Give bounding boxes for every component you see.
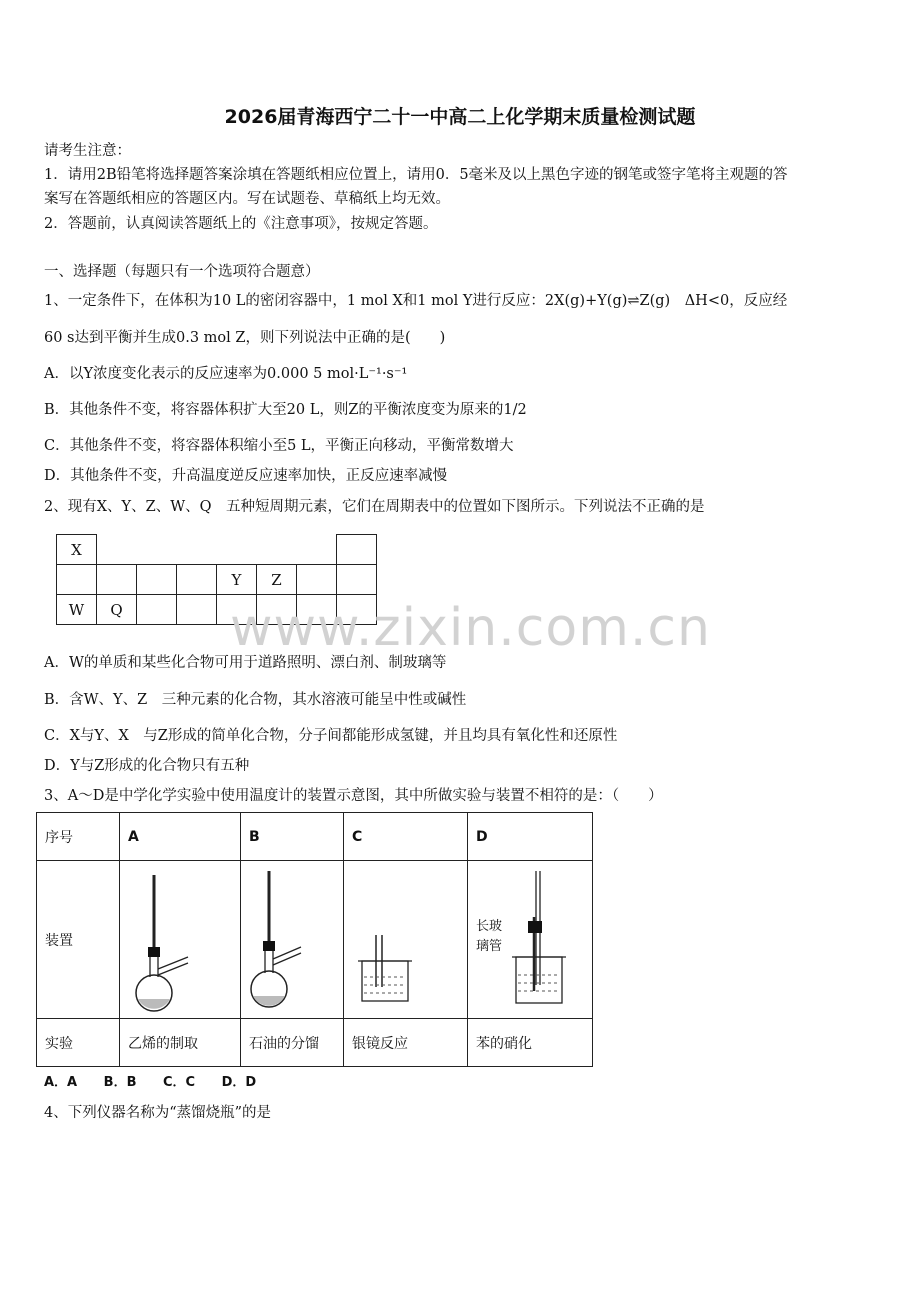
header-b: B: [241, 813, 344, 861]
header-index: 序号: [37, 813, 120, 861]
q1-option-d: D．其他条件不变，升高温度逆反应速率加快，正反应速率减慢: [44, 468, 448, 484]
experiment-c: 银镜反应: [344, 1019, 468, 1067]
q3-option-c: C．C: [163, 1075, 196, 1090]
q3-option-d: D．D: [221, 1075, 257, 1090]
cell-y: Y: [217, 565, 257, 595]
notice-heading: 请考生注意：: [44, 143, 131, 159]
experiment-a: 乙烯的制取: [120, 1019, 241, 1067]
notice-item-1a: 1．请用2B铅笔将选择题答案涂填在答题纸相应位置上，请用0．5毫米及以上黑色字迹的钢笔或签字笔将主观题的答: [44, 167, 788, 183]
row-experiment-label: 实验: [37, 1019, 120, 1067]
page-title: 2026届青海西宁二十一中高二上化学期末质量检测试题: [224, 106, 696, 128]
q2-option-a: A．W的单质和某些化合物可用于道路照明、漂白剂、制玻璃等: [44, 655, 447, 671]
q2-option-b: B．含W、Y、Z 三种元素的化合物，其水溶液可能呈中性或碱性: [44, 692, 467, 708]
watermark: www.zixin.com.cn: [230, 598, 711, 658]
d-label-line1: 长玻: [476, 919, 503, 934]
q3-stem: 3、A～D是中学化学实验中使用温度计的装置示意图，其中所做实验与装置不相符的是：（ ）: [44, 788, 663, 804]
q2-stem: 2、现有X、Y、Z、W、Q 五种短周期元素，它们在周期表中的位置如下图所示。下列说法不正确的是: [44, 499, 705, 515]
q4-stem: 4、下列仪器名称为“蒸馏烧瓶”的是: [44, 1105, 272, 1121]
notice-item-1b: 案写在答题纸相应的答题区内。写在试题卷、草稿纸上均无效。: [44, 191, 450, 207]
apparatus-a: [120, 861, 241, 1019]
cell-x: X: [57, 535, 97, 565]
q1-stem-b: 60 s达到平衡并生成0.3 mol Z，则下列说法中正确的是( ): [44, 330, 446, 346]
experiment-b: 石油的分馏: [241, 1019, 344, 1067]
cell-q: Q: [97, 595, 137, 625]
section-heading: 一、选择题（每题只有一个选项符合题意）: [44, 264, 320, 280]
apparatus-d: [468, 861, 593, 1019]
q1-option-b: B．其他条件不变，将容器体积扩大至20 L，则Z的平衡浓度变为原来的1/2: [44, 402, 527, 418]
experiment-table: [36, 812, 593, 1067]
cell-empty: [337, 535, 377, 565]
q2-option-d: D．Y与Z形成的化合物只有五种: [44, 758, 250, 774]
apparatus-b: [241, 861, 344, 1019]
q3-option-b: B．B: [103, 1075, 137, 1090]
header-a: A: [120, 813, 241, 861]
apparatus-c: [344, 861, 468, 1019]
notice-item-2: 2．答题前，认真阅读答题纸上的《注意事项》，按规定答题。: [44, 216, 438, 232]
q1-stem-a: 1、一定条件下，在体积为10 L的密闭容器中，1 mol X和1 mol Y进行反应：2X(g)+Y(g)⇌Z(g) ΔH<0，反应经: [44, 293, 788, 309]
q3-option-a: A．A: [44, 1075, 78, 1090]
cell-z: Z: [257, 565, 297, 595]
q1-option-a: A．以Y浓度变化表示的反应速率为0.000 5 mol·L⁻¹·s⁻¹: [44, 366, 408, 382]
header-c: C: [344, 813, 468, 861]
header-d: D: [468, 813, 593, 861]
q1-option-c: C．其他条件不变，将容器体积缩小至5 L，平衡正向移动，平衡常数增大: [44, 438, 514, 454]
d-label-line2: 璃管: [476, 939, 503, 954]
experiment-d: 苯的硝化: [468, 1019, 593, 1067]
q2-option-c: C．X与Y、X 与Z形成的简单化合物，分子间都能形成氢键，并且均具有氧化性和还原性: [44, 728, 618, 744]
row-apparatus-label: 装置: [37, 861, 120, 1019]
q3-options: [44, 1071, 278, 1090]
cell-w: W: [57, 595, 97, 625]
